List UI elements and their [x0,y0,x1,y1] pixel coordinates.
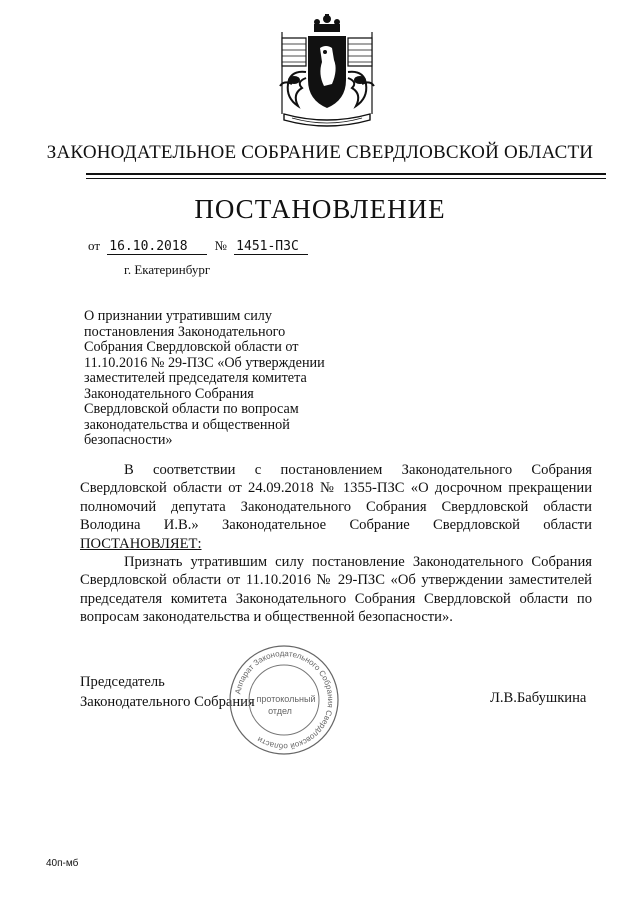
body-paragraph-1 [80,461,592,553]
stamp-inner-line-2: отдел [268,706,292,716]
city-label: г. Екатеринбург [124,262,211,277]
position-line-2: Законодательного Собрания [80,694,255,710]
organization-title: ЗАКОНОДАТЕЛЬНОЕ СОБРАНИЕ СВЕРДЛОВСКОЙ ОБЛАСТИ [46,142,594,163]
date-prefix: от [88,238,101,253]
footer-code: 40п-мб [46,858,79,869]
header-rule-thin [86,178,606,179]
document-date: 16.10.2018 [107,239,207,255]
date-number-line [88,238,308,255]
coat-of-arms-emblem [262,14,392,136]
document-number: 1451-ПЗС [234,239,308,255]
decision-word: ПОСТАНОВЛЯЕТ [80,535,198,552]
paragraph-2-text: Признать утратившим силу постановление Законодательного Собрания Свердловской области от 11.10.2016 № 29-ПЗС «Об утверждении заместителей председателя комитета Законодательного Собрания Свердловской области по вопросам законодательства и общественной безопасности». [80,554,592,626]
position-line-1: Председатель [80,674,165,690]
signatory-name: Л.В.Бабушкина [490,690,587,706]
stamp-inner-line-1: протокольный [256,694,316,704]
document-subject: О признании утратившим силу постановления Законодательного Собрания Свердловской области от 11.10.2016 № 29-ПЗС «Об утверждении заместителей председателя комитета Законодательного Собрания Свердловской области по вопросам законодательства и общественной безопасности» [84,308,325,448]
office-stamp [226,642,342,758]
body-paragraph-2 [80,553,592,627]
number-prefix: № [214,238,227,253]
header-rule-thick [86,173,606,175]
stamp-ring-text: Аппарат Законодательного Собрания Свердловской области [233,648,336,752]
document-title: ПОСТАНОВЛЕНИЕ [194,194,446,224]
decision-colon: : [197,535,202,552]
paragraph-1-text: В соответствии с постановлением Законодательного Собрания Свердловской области от 24.09.2018 № 1355-ПЗС «О досрочном прекращении полномочий депутата Законодательного Собрания Свердловской области Володина И.В.» Законодательное Собрание Свердловской области [80,462,592,534]
